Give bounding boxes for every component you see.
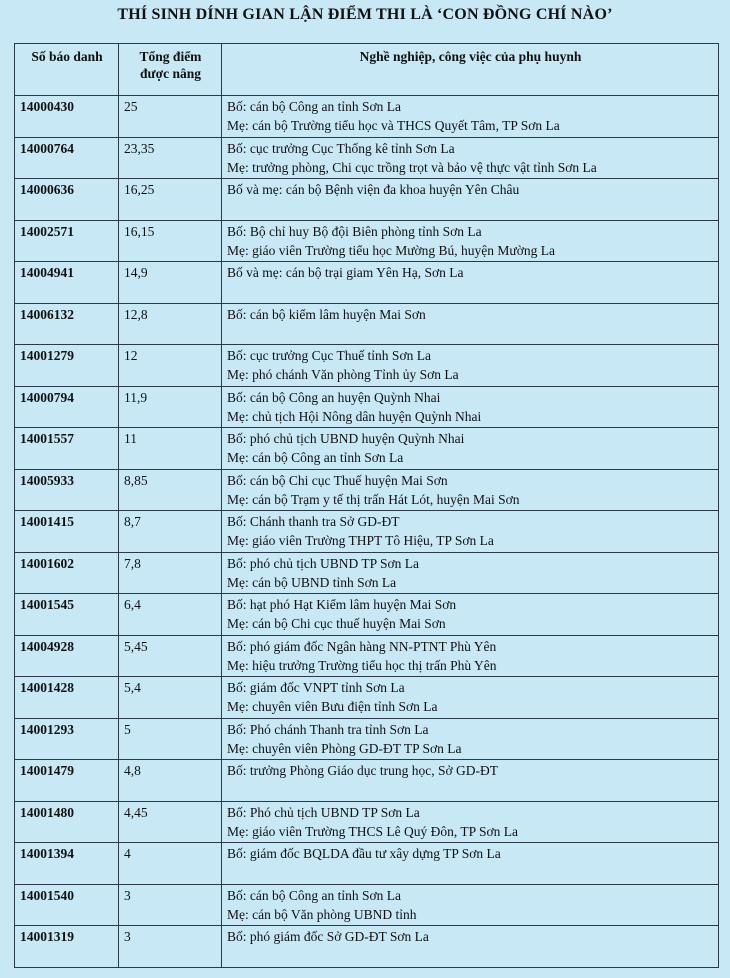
parent-occupation-line: Bố: cán bộ Công an tỉnh Sơn La (227, 99, 401, 114)
candidate-number: 14000794 (15, 386, 119, 428)
header-parent-occupation: Nghề nghiệp, công việc của phụ huynh (222, 44, 719, 96)
candidate-number: 14001545 (15, 594, 119, 636)
header-points-line1: Tổng điểm (139, 49, 202, 64)
points-raised: 6,4 (119, 594, 222, 636)
parent-occupation-line: Mẹ: giáo viên Trường THPT Tô Hiệu, TP Sơn La (227, 533, 494, 548)
table-row (15, 760, 719, 802)
parent-occupation-line: Bố: giám đốc VNPT tỉnh Sơn La (227, 680, 405, 695)
candidate-number: 14001428 (15, 677, 119, 719)
parent-occupation-line: Bố: phó chủ tịch UBND huyện Quỳnh Nhai (227, 431, 465, 446)
parent-occupation (222, 677, 719, 719)
table-row (15, 345, 719, 387)
parent-occupation-line: Mẹ: cán bộ Văn phòng UBND tỉnh (227, 906, 417, 922)
parent-occupation (222, 843, 719, 885)
page-title: THÍ SINH DÍNH GIAN LẬN ĐIỂM THI LÀ ‘CON ĐỒNG CHÍ NÀO’ (117, 6, 613, 23)
parent-occupation (222, 594, 719, 636)
parent-occupation-line: Mẹ: giáo viên Trường THCS Lê Quý Đôn, TP Sơn La (227, 823, 518, 839)
parent-occupation-line: Bố: Bộ chỉ huy Bộ đội Biên phòng tỉnh Sơn La (227, 223, 482, 239)
parent-occupation-line: Bố: trưởng Phòng Giáo dục trung học, Sở GD-ĐT (227, 763, 498, 778)
parent-occupation-line: Mẹ: chuyên viên Phòng GD-ĐT TP Sơn La (227, 740, 462, 756)
parent-occupation (222, 303, 719, 345)
table-row (15, 635, 719, 677)
parent-occupation-line: Mẹ: hiệu trưởng Trường tiểu học thị trấn Phù Yên (227, 657, 497, 673)
points-raised: 7,8 (119, 552, 222, 594)
parent-occupation (222, 386, 719, 428)
candidate-number: 14001293 (15, 718, 119, 760)
candidate-number: 14002571 (15, 220, 119, 262)
parent-occupation (222, 760, 719, 802)
parent-occupation-line: Mẹ: cán bộ UBND tỉnh Sơn La (227, 574, 397, 590)
candidate-number: 14001602 (15, 552, 119, 594)
table-row (15, 386, 719, 428)
parent-occupation-line: Bố: cán bộ Công an tỉnh Sơn La (227, 887, 401, 903)
parent-occupation-line: Bố: cán bộ Chi cục Thuế huyện Mai Sơn (227, 472, 448, 488)
table-row (15, 303, 719, 345)
table-row (15, 137, 719, 179)
table-row (15, 428, 719, 470)
candidate-number: 14000764 (15, 137, 119, 179)
table-row (15, 843, 719, 885)
points-raised: 3 (119, 884, 222, 926)
parent-occupation-line: Bố: cục trưởng Cục Thống kê tỉnh Sơn La (227, 140, 455, 156)
points-raised: 14,9 (119, 262, 222, 304)
parent-occupation-line: Mẹ: chuyên viên Bưu điện tỉnh Sơn La (227, 699, 438, 714)
parent-occupation-line: Bố: Chánh thanh tra Sở GD-ĐT (227, 514, 400, 529)
parent-occupation (222, 635, 719, 677)
table-row (15, 96, 719, 138)
header-points-line2: được nâng (140, 66, 201, 81)
table-header-row (15, 44, 719, 96)
parent-occupation (222, 220, 719, 262)
parent-occupation (222, 428, 719, 470)
candidate-number: 14001557 (15, 428, 119, 470)
parent-occupation (222, 137, 719, 179)
candidate-number: 14001394 (15, 843, 119, 885)
points-raised: 12 (119, 345, 222, 387)
parent-occupation (222, 511, 719, 553)
candidate-number: 14004928 (15, 635, 119, 677)
parent-occupation (222, 96, 719, 138)
table-row (15, 220, 719, 262)
table-body (15, 96, 719, 968)
table-row (15, 884, 719, 926)
points-raised: 5,45 (119, 635, 222, 677)
table-row (15, 718, 719, 760)
parent-occupation-line: Mẹ: cán bộ Công an tỉnh Sơn La (227, 450, 404, 465)
candidate-number: 14001479 (15, 760, 119, 802)
candidate-number: 14001480 (15, 801, 119, 843)
parent-occupation (222, 345, 719, 387)
parent-occupation-line: Mẹ: cán bộ Chi cục thuế huyện Mai Sơn (227, 616, 446, 631)
parent-occupation (222, 179, 719, 221)
parent-occupation-line: Mẹ: chủ tịch Hội Nông dân huyện Quỳnh Nhai (227, 408, 482, 424)
parent-occupation-line: Mẹ: cán bộ Trạm y tế thị trấn Hát Lót, huyện Mai Sơn (227, 491, 520, 507)
table-row (15, 552, 719, 594)
parent-occupation-line: Bố và mẹ: cán bộ Bệnh viện đa khoa huyện Yên Châu (227, 182, 520, 197)
candidates-table (14, 43, 719, 968)
parent-occupation (222, 552, 719, 594)
parent-occupation-line: Mẹ: giáo viên Trường tiểu học Mường Bú, huyện Mường La (227, 242, 555, 258)
header-points-raised (119, 44, 222, 96)
table-row (15, 926, 719, 968)
parent-occupation-line: Bố: cán bộ kiểm lâm huyện Mai Sơn (227, 306, 426, 322)
parent-occupation (222, 469, 719, 511)
parent-occupation-line: Mẹ: trưởng phòng, Chi cục trồng trọt và bảo vệ thực vật tỉnh Sơn La (227, 159, 597, 175)
parent-occupation-line: Bố: phó chủ tịch UBND TP Sơn La (227, 555, 420, 571)
candidate-number: 14004941 (15, 262, 119, 304)
parent-occupation-line: Bố: phó giám đốc Ngân hàng NN-PTNT Phù Yên (227, 638, 497, 654)
parent-occupation (222, 884, 719, 926)
points-raised: 16,25 (119, 179, 222, 221)
points-raised: 16,15 (119, 220, 222, 262)
parent-occupation (222, 801, 719, 843)
header-candidate-number: Số báo danh (15, 44, 119, 96)
parent-occupation (222, 262, 719, 304)
table-row (15, 511, 719, 553)
points-raised: 23,35 (119, 137, 222, 179)
points-raised: 25 (119, 96, 222, 138)
table-row (15, 469, 719, 511)
points-raised: 11,9 (119, 386, 222, 428)
parent-occupation (222, 926, 719, 968)
candidate-number: 14001540 (15, 884, 119, 926)
candidate-number: 14000430 (15, 96, 119, 138)
parent-occupation-line: Bố: Phó chủ tịch UBND TP Sơn La (227, 804, 420, 820)
points-raised: 11 (119, 428, 222, 470)
points-raised: 5 (119, 718, 222, 760)
parent-occupation-line: Mẹ: phó chánh Văn phòng Tỉnh ủy Sơn La (227, 367, 459, 382)
parent-occupation-line: Bố: hạt phó Hạt Kiểm lâm huyện Mai Sơn (227, 597, 457, 612)
parent-occupation-line: Mẹ: cán bộ Trường tiểu học và THCS Quyết Tâm, TP Sơn La (227, 118, 560, 133)
table-row (15, 801, 719, 843)
points-raised: 8,7 (119, 511, 222, 553)
points-raised: 3 (119, 926, 222, 968)
table-row (15, 594, 719, 636)
points-raised: 4,8 (119, 760, 222, 802)
table-row (15, 262, 719, 304)
points-raised: 4,45 (119, 801, 222, 843)
candidate-number: 14006132 (15, 303, 119, 345)
parent-occupation-line: Bố và mẹ: cán bộ trại giam Yên Hạ, Sơn La (227, 265, 464, 280)
points-raised: 8,85 (119, 469, 222, 511)
parent-occupation-line: Bố: phó giám đốc Sở GD-ĐT Sơn La (227, 929, 429, 944)
candidate-number: 14001415 (15, 511, 119, 553)
candidate-number: 14000636 (15, 179, 119, 221)
table-row (15, 677, 719, 719)
points-raised: 12,8 (119, 303, 222, 345)
parent-occupation (222, 718, 719, 760)
parent-occupation-line: Bố: Phó chánh Thanh tra tỉnh Sơn La (227, 721, 429, 737)
candidate-number: 14001279 (15, 345, 119, 387)
candidate-number: 14005933 (15, 469, 119, 511)
table-row (15, 179, 719, 221)
parent-occupation-line: Bố: cán bộ Công an huyện Quỳnh Nhai (227, 389, 441, 405)
parent-occupation-line: Bố: giám đốc BQLDA đầu tư xây dựng TP Sơn La (227, 846, 501, 861)
parent-occupation-line: Bố: cục trưởng Cục Thuế tỉnh Sơn La (227, 348, 431, 363)
candidate-number: 14001319 (15, 926, 119, 968)
points-raised: 5,4 (119, 677, 222, 719)
points-raised: 4 (119, 843, 222, 885)
